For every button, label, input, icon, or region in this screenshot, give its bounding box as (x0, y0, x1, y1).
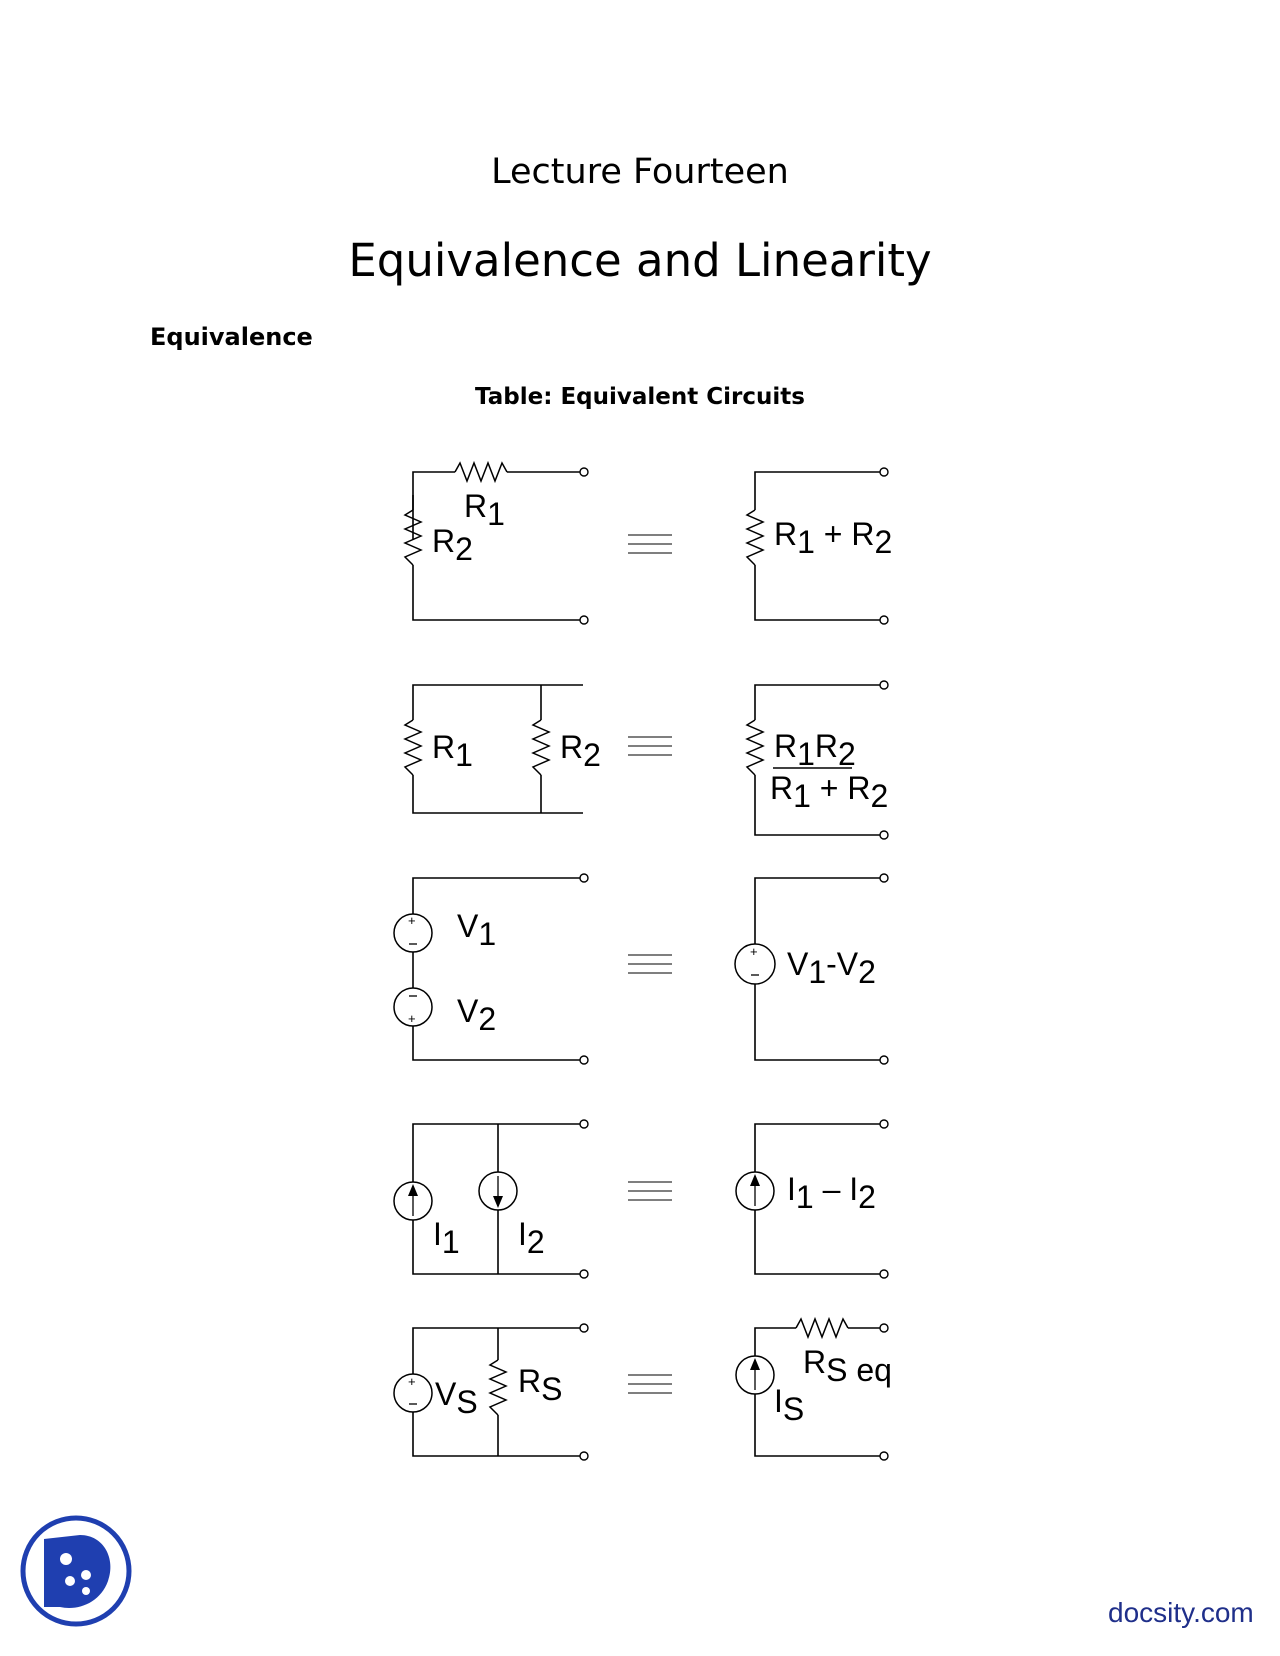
resistor-r1 (455, 463, 507, 481)
row4-right-circuit (736, 1120, 888, 1278)
row1-right-circuit (747, 468, 892, 624)
lecture-subtitle: Lecture Fourteen (491, 152, 789, 192)
row2-right-circuit (747, 681, 888, 839)
row2-left-circuit (405, 685, 601, 813)
label-vs: VS (435, 1376, 478, 1420)
label-i2: I2 (518, 1216, 545, 1260)
label-v2: V2 (457, 993, 497, 1037)
row1-equivalence-symbol (628, 535, 672, 553)
label-v1-minus-v2: V1-V2 (787, 946, 876, 990)
label-rs: RS (518, 1363, 563, 1407)
label-rs-eq: RS eq (803, 1344, 892, 1388)
resistor-rs-eq (796, 1319, 848, 1337)
row2-equivalence-symbol (628, 737, 672, 755)
label-r1-plus-r2: R1 + R2 (774, 516, 893, 560)
resistor-r2-parallel (533, 720, 549, 775)
label-sum: R1 + R2 (770, 770, 889, 814)
svg-text:+: + (408, 1374, 416, 1389)
docsity-brand-text[interactable]: docsity.com (1108, 1597, 1254, 1628)
row4-equivalence-symbol (628, 1182, 672, 1200)
row1-left-circuit (405, 463, 588, 624)
row3-left-circuit (394, 874, 588, 1064)
label-r1: R1 (432, 729, 473, 773)
svg-text:+: + (408, 913, 416, 928)
table-caption: Table: Equivalent Circuits (475, 384, 805, 410)
row3-right-circuit (735, 874, 888, 1064)
svg-text:+: + (408, 1011, 416, 1026)
label-r2: R2 (432, 523, 473, 567)
label-i1: I1 (433, 1216, 460, 1260)
row5-equivalence-symbol (628, 1375, 672, 1393)
label-r2: R2 (560, 729, 601, 773)
svg-text:+: + (750, 944, 758, 959)
page-title: Equivalence and Linearity (348, 234, 932, 287)
label-v1: V1 (457, 908, 497, 952)
row5-left-circuit (394, 1324, 588, 1460)
label-is: IS (774, 1383, 805, 1427)
resistor-rs (490, 1360, 506, 1415)
row3-equivalence-symbol (628, 955, 672, 973)
label-r1: R1 (464, 488, 505, 532)
resistor-req-parallel (747, 720, 763, 775)
resistor-req (747, 510, 763, 565)
label-product: R1R2 (774, 728, 856, 772)
row5-right-circuit (736, 1319, 892, 1460)
label-i1-minus-i2: I1 – I2 (787, 1171, 876, 1215)
row4-left-circuit (394, 1120, 588, 1278)
resistor-r1-parallel (405, 720, 421, 775)
docsity-logo-icon[interactable] (20, 1515, 132, 1627)
section-heading: Equivalence (150, 323, 313, 351)
